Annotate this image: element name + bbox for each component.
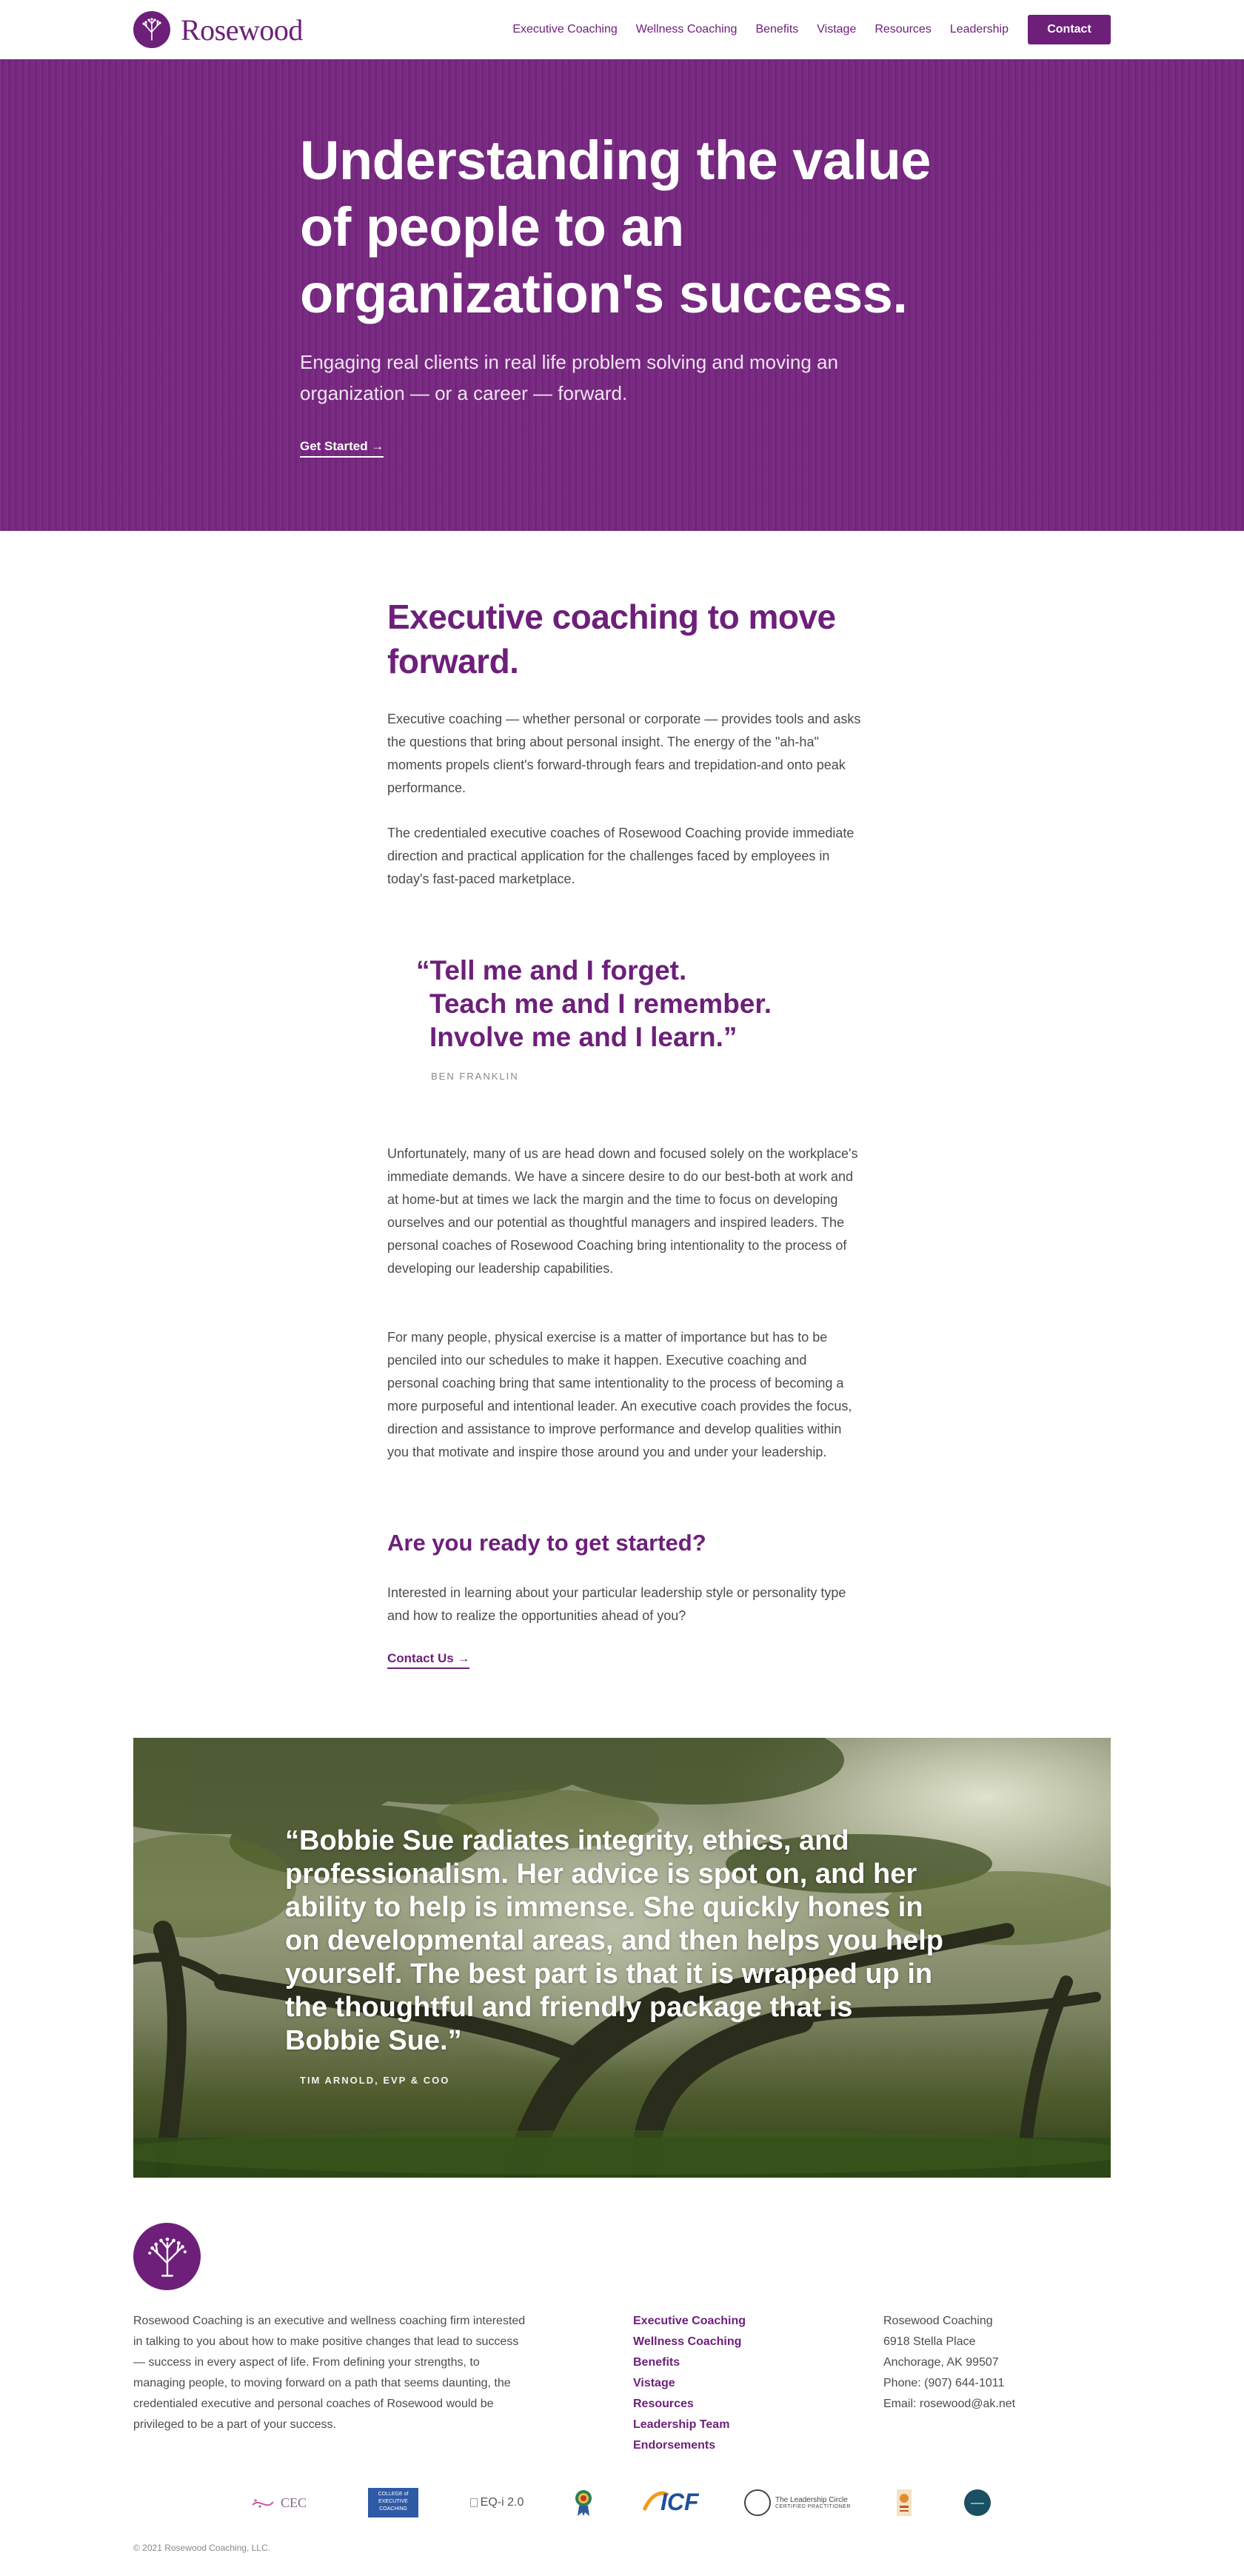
testimonial-author: TIM ARNOLD, EVP & COO [300,2075,450,2086]
quote-author: BEN FRANKLIN [431,1071,519,1082]
college-exec-coaching-badge [367,2484,420,2521]
medal-badge [570,2484,597,2521]
small-orange-badge [894,2484,914,2521]
leadership-circle-icon [744,2489,771,2516]
contact-button[interactable]: Contact [1028,15,1111,44]
eqi-badge [465,2484,529,2521]
intro-paragraph: Executive coaching — whether personal or corporate — provides tools and asks the questions that bring about personal insight. The energy of the "ah-ha" moments propels client's forward-through fears and trepidation-and onto peak performance. [387,712,861,795]
testimonial-quote: “Bobbie Sue radiates integrity, ethics, and professionalism. Her advice is spot on, and her ability to help is immense. She quickly hones in on developmental areas, and then helps you help yourself. The best part is that it is wrapped up in the thoughtful and friendly package that is Bobbie Sue.” [285,1825,943,2056]
hero-section [0,59,1244,531]
leadership-circle-badge [744,2484,854,2521]
quote-line: Teach me and I remember. [429,988,772,1019]
leadership-circle-title: The Leadership Circle [775,2496,848,2504]
footer-link-benefits[interactable]: Benefits [633,2356,680,2369]
icf-badge-text: ICF [661,2489,699,2515]
nav-vistage[interactable]: Vistage [817,23,857,36]
ready-paragraph: Interested in learning about your particular leadership style or personality type and how to realize the opportunities ahead of you? [387,1585,846,1623]
footer-link-resources[interactable]: Resources [633,2398,694,2410]
footer-link-wellness-coaching[interactable]: Wellness Coaching [633,2335,742,2348]
testimonial-section [133,1738,1111,2178]
contact-us-link[interactable]: Contact Us → [387,1651,469,1669]
footer-links [633,2311,746,2456]
college-badge-line: COACHING [379,2506,407,2512]
logo-link[interactable] [133,10,303,50]
footer-link-vistage[interactable]: Vistage [633,2377,675,2389]
cec-badge-text: CEC [281,2495,307,2510]
nav-executive-coaching[interactable]: Executive Coaching [512,23,618,36]
site-header [0,0,1244,59]
address-line: Anchorage, AK 99507 [883,2356,999,2369]
nav-benefits[interactable]: Benefits [755,23,799,36]
teal-circle-badge [963,2484,992,2521]
footer-link-leadership-team[interactable]: Leadership Team [633,2418,730,2431]
hero-subtitle: Engaging real clients in real life problem solving and moving an organization — or a career — forward. [300,351,838,404]
ready-heading: Are you ready to get started? [387,1530,706,1556]
exercise-paragraph: For many people, physical exercise is a matter of importance but has to be penciled into our schedules to make it happen. Executive coaching and personal coaching bring that same intentionality to the process of becoming a more purposeful and intentional leader. An executive coach provides the focus, direction and assistance to improve performance and develop qualities within you that motivate and inspire those around you and under your leadership. [387,1330,852,1459]
address-line: 6918 Stella Place [883,2335,976,2348]
tree-logo-icon [133,11,170,48]
nav-leadership[interactable]: Leadership [949,23,1009,36]
leadership-circle-subtitle: CERTIFIED PRACTITIONER [775,2504,851,2509]
nav-resources[interactable]: Resources [875,23,932,36]
coaches-paragraph: The credentialed executive coaches of Rosewood Coaching provide immediate direction and practical application for the challenges faced by employees in today's fast-paced marketplace. [387,826,855,886]
footer-link-executive-coaching[interactable]: Executive Coaching [633,2315,746,2327]
footer-email: Email: rosewood@ak.net [883,2398,1016,2410]
footer-address [883,2311,1015,2415]
quote-line: Involve me and I learn.” [429,1022,738,1052]
footer-about: Rosewood Coaching is an executive and wellness coaching firm interested in talking to you about how to make positive changes that lead to success — success in every aspect of life. From defining your strengths, to managing people, to moving forward on a path that seems daunting, the credentialed executive and personal coaches of Rosewood would be privileged to be a part of your success. [133,2315,526,2431]
college-badge-line: EXECUTIVE [378,2499,408,2504]
broken-image-icon [470,2498,478,2507]
address-line: Rosewood Coaching [883,2315,993,2327]
nav-wellness-coaching[interactable]: Wellness Coaching [635,23,738,36]
workplace-paragraph: Unfortunately, many of us are head down and focused solely on the workplace's immediate demands. We have a sincere desire to do our best-both at work and at home-but at times we lack the margin and the time to focus on developing ourselves and our potential as thoughtful managers and inspired leaders. The personal coaches of Rosewood Coaching bring intentionality to the process of developing our leadership capabilities. [387,1146,858,1276]
icf-badge [641,2484,700,2521]
emblem-icon [895,2488,913,2518]
certification-badges [133,2484,1111,2521]
get-started-link[interactable]: Get Started → [300,439,384,458]
quote-text [416,954,890,1054]
contact-us-wrapper [387,1651,861,1666]
footer-phone: Phone: (907) 644-1011 [883,2377,1005,2389]
footer-tree-logo-icon [133,2223,201,2290]
cec-badge [250,2484,316,2521]
quote-line: “Tell me and I forget. [416,955,687,986]
main-nav [494,15,1111,44]
copyright-text: © 2021 Rosewood Coaching, LLC. [133,2543,270,2553]
franklin-quote [416,954,890,1082]
teal-seal-icon [963,2489,991,2517]
hero-title: Understanding the value of people to an organization's success. [300,130,931,324]
section-heading: Executive coaching to move forward. [387,598,836,680]
logo-wordmark: Rosewood [181,13,303,47]
award-medal-icon [572,2488,595,2518]
eqi-badge-text: EQ-i 2.0 [480,2496,524,2509]
college-badge-line: COLLEGE of [378,2492,409,2497]
footer-link-endorsements[interactable]: Endorsements [633,2439,716,2452]
